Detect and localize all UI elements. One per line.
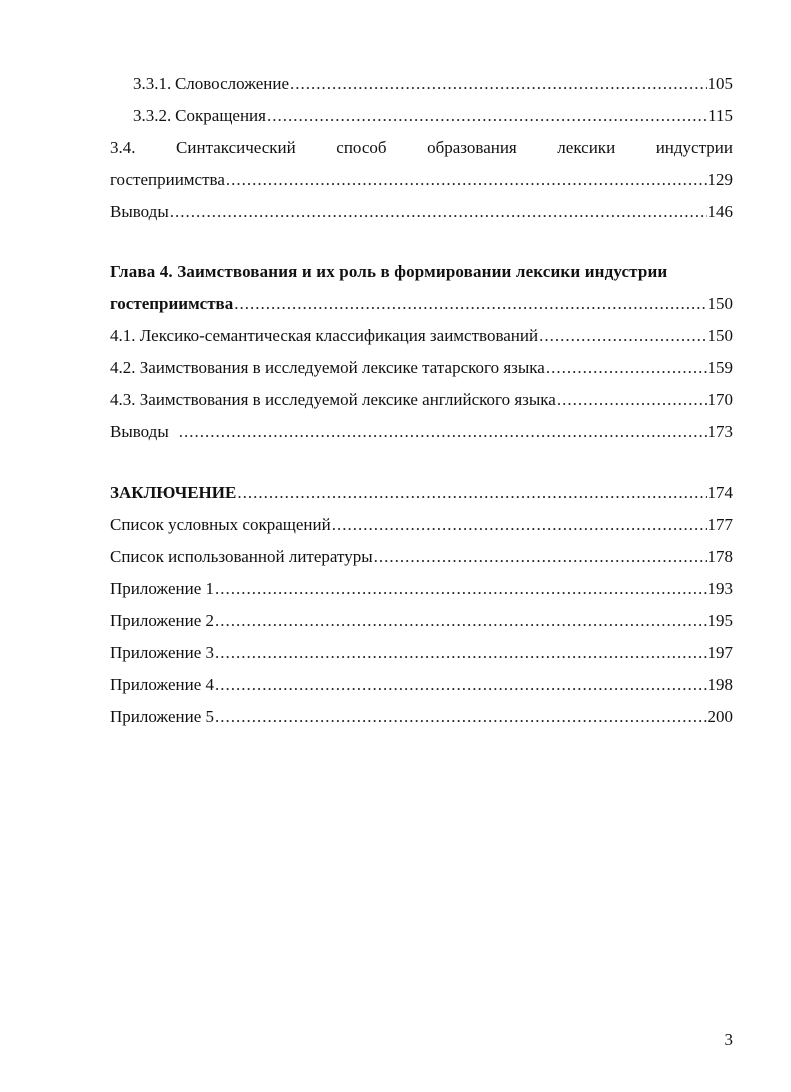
toc-entry-appendix-2 xyxy=(110,610,733,632)
toc-entry-3-4-line2 xyxy=(110,169,733,191)
toc-entry-page: 197 xyxy=(707,643,733,662)
toc-entry-abbreviations xyxy=(110,514,733,536)
toc-entry-title: Приложение 3 xyxy=(110,643,214,662)
toc-entry-number: 3.3.2. xyxy=(133,106,172,125)
toc-leader-dots xyxy=(215,610,707,632)
toc-leader-dots xyxy=(237,482,706,504)
toc-leader-dots xyxy=(215,706,707,728)
toc-entry-title: Сокращения xyxy=(175,106,266,125)
toc-leader-dots xyxy=(170,201,707,223)
toc-entry-page: 174 xyxy=(707,483,733,502)
toc-chapter-title: Глава 4. Заимствования и их роль в формировании лексики индустрии xyxy=(110,262,668,281)
toc-chapter-title: гостеприимства xyxy=(110,294,234,313)
toc-entry-page: 177 xyxy=(707,515,733,534)
toc-entry-page: 159 xyxy=(707,358,733,377)
toc-entry-page: 198 xyxy=(707,675,733,694)
toc-entry-appendix-3 xyxy=(110,642,733,664)
toc-entry-appendix-5 xyxy=(110,706,733,728)
toc-entry-title: 4.1. Лексико-семантическая классификация заимствований xyxy=(110,326,539,345)
toc-chapter-4-line2 xyxy=(110,293,733,315)
toc-leader-dots xyxy=(226,169,707,191)
toc-entry-page: 200 xyxy=(707,707,733,726)
toc-leader-dots xyxy=(546,357,707,379)
toc-entry-ch4-conclusions xyxy=(110,421,733,443)
toc-entry-page: 146 xyxy=(707,202,733,221)
toc-entry-page: 115 xyxy=(708,106,733,125)
toc-entry-3-3-1 xyxy=(133,73,733,95)
toc-entry-page: 195 xyxy=(707,611,733,630)
toc-leader-dots xyxy=(557,389,707,411)
toc-leader-dots xyxy=(539,325,706,347)
toc-entry-page: 178 xyxy=(707,547,733,566)
toc-entry-page: 150 xyxy=(707,294,733,313)
toc-entry-title: Выводы xyxy=(110,422,169,441)
toc-entry-ch3-conclusions xyxy=(110,201,733,223)
toc-leader-dots xyxy=(290,73,706,95)
toc-entry-title: Приложение 2 xyxy=(110,611,214,630)
toc-entry-page: 150 xyxy=(707,326,733,345)
toc-entry-title: Приложение 5 xyxy=(110,707,214,726)
toc-entry-number: 3.3.1. xyxy=(133,74,172,93)
toc-entry-page: 193 xyxy=(707,579,733,598)
toc-entry-page: 170 xyxy=(707,390,733,409)
toc-entry-title: 4.2. Заимствования в исследуемой лексике татарского языка xyxy=(110,358,545,377)
toc-entry-title: ЗАКЛЮЧЕНИЕ xyxy=(110,483,237,502)
toc-entry-4-3 xyxy=(110,389,733,411)
toc-entry-title: Список условных сокращений xyxy=(110,515,331,534)
toc-leader-dots xyxy=(179,421,707,443)
page-number: 3 xyxy=(724,1030,733,1049)
toc-entry-page: 173 xyxy=(707,422,733,441)
toc-entry-appendix-1 xyxy=(110,578,733,600)
toc-entry-page: 129 xyxy=(707,170,733,189)
toc-entry-title: Приложение 4 xyxy=(110,675,214,694)
toc-entry-3-3-2 xyxy=(133,105,733,127)
toc-leader-dots xyxy=(332,514,707,536)
toc-entry-title: Словосложение xyxy=(174,74,290,93)
toc-leader-dots xyxy=(215,674,707,696)
toc-entry-4-1 xyxy=(110,325,733,347)
toc-leader-dots xyxy=(234,293,706,315)
toc-entry-title: гостеприимства xyxy=(110,170,225,189)
toc-leader-dots xyxy=(267,105,707,127)
toc-word: Синтаксический xyxy=(176,138,296,157)
toc-entry-title: Выводы xyxy=(110,202,169,221)
toc-word: 3.4. xyxy=(110,138,136,157)
toc-entry-4-2 xyxy=(110,357,733,379)
toc-word: способ xyxy=(336,138,387,157)
toc-entry-references xyxy=(110,546,733,568)
toc-entry-appendix-4 xyxy=(110,674,733,696)
toc-chapter-4-line1 xyxy=(110,261,733,283)
toc-leader-dots xyxy=(215,642,707,664)
toc-word: индустрии xyxy=(655,138,733,157)
toc-word: лексики xyxy=(557,138,616,157)
toc-entry-title: 4.3. Заимствования в исследуемой лексике английского языка xyxy=(110,390,556,409)
toc-entry-3-4-line1 xyxy=(110,137,733,159)
toc-entry-conclusion xyxy=(110,482,733,504)
toc-entry-title: Приложение 1 xyxy=(110,579,214,598)
toc-word: образования xyxy=(427,138,517,157)
toc-leader-dots xyxy=(374,546,707,568)
toc-leader-dots xyxy=(215,578,707,600)
toc-entry-page: 105 xyxy=(707,74,733,93)
toc-entry-title: Список использованной литературы xyxy=(110,547,373,566)
